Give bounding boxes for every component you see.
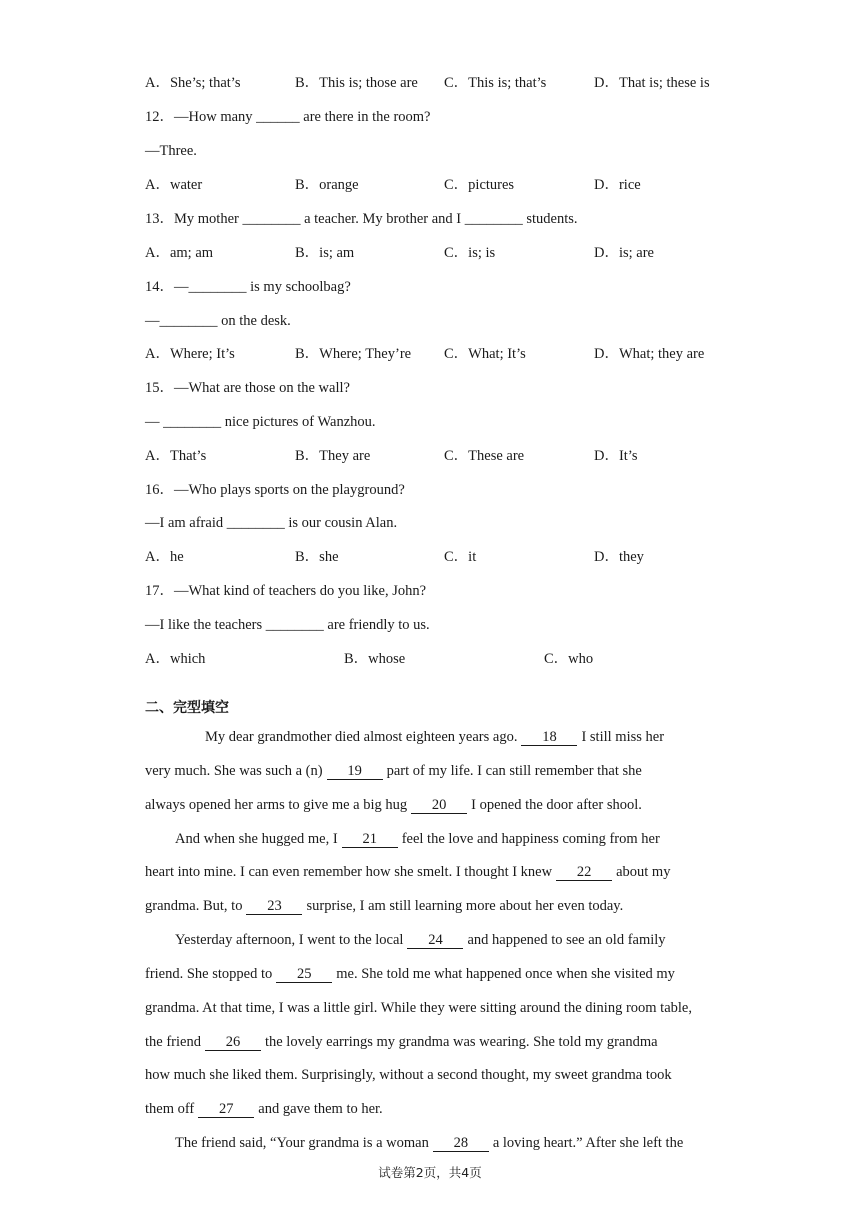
q15-answer-line: — ________ nice pictures of Wanzhou. — [145, 414, 376, 430]
q13-option-b: B．is; am — [295, 245, 355, 261]
cloze-line — [145, 796, 642, 814]
cloze-text: I still miss her — [581, 729, 665, 745]
cloze-text: the lovely earrings my grandma was wearing. She told my grandma — [264, 1034, 658, 1050]
cloze-blank-28[interactable]: 28 — [433, 1136, 489, 1152]
q12-option-d: D．rice — [594, 177, 641, 193]
cloze-blank-27[interactable]: 27 — [198, 1102, 254, 1118]
q16-option-b: B．she — [295, 549, 339, 565]
q17-option-a: A．which — [145, 651, 206, 667]
q12-option-a: A．water — [145, 177, 203, 193]
q14-option-b: B．Where; They’re — [295, 346, 412, 362]
q15-option-b: B．They are — [295, 448, 371, 464]
q14-option-c: C．What; It’s — [444, 346, 526, 362]
cloze-text: about my — [616, 864, 671, 880]
q11-option-c: C．This is; that’s — [444, 75, 547, 91]
cloze-line — [145, 999, 692, 1017]
cloze-line — [145, 1066, 672, 1084]
cloze-text: grandma. At that time, I was a little girl. While they were sitting around the dining room table, — [145, 1000, 692, 1016]
q16-option-d: D．they — [594, 549, 644, 565]
cloze-line — [145, 897, 623, 915]
q16-option-c: C．it — [444, 549, 477, 565]
q11-option-a: A．She’s; that’s — [145, 75, 241, 91]
q11-option-b: B．This is; those are — [295, 75, 418, 91]
q15-stem: 15．—What are those on the wall? — [145, 380, 350, 396]
cloze-text: always opened her arms to give me a big hug — [145, 797, 408, 813]
cloze-text: and happened to see an old family — [467, 932, 666, 948]
cloze-line — [145, 965, 675, 983]
cloze-line — [205, 728, 664, 746]
cloze-line — [175, 1134, 683, 1152]
cloze-text: grandma. But, to — [145, 898, 243, 914]
cloze-text: them off — [145, 1101, 195, 1117]
cloze-text: friend. She stopped to — [145, 966, 273, 982]
cloze-blank-26[interactable]: 26 — [205, 1035, 261, 1051]
cloze-blank-23[interactable]: 23 — [246, 899, 302, 915]
cloze-blank-19[interactable]: 19 — [327, 764, 383, 780]
cloze-text: feel the love and happiness coming from her — [401, 831, 660, 847]
q13-stem: 13．My mother ________ a teacher. My brother and I ________ students. — [145, 211, 578, 227]
q15-option-d: D．It’s — [594, 448, 638, 464]
cloze-blank-25[interactable]: 25 — [276, 967, 332, 983]
cloze-line — [175, 931, 666, 949]
cloze-blank-21[interactable]: 21 — [342, 832, 398, 848]
cloze-text: I opened the door after shool. — [471, 797, 642, 813]
q17-option-c: C．who — [544, 651, 594, 667]
cloze-line — [145, 762, 642, 780]
cloze-text: very much. She was such a (n) — [145, 763, 323, 779]
q14-stem: 14．—________ is my schoolbag? — [145, 279, 351, 295]
q12-option-c: C．pictures — [444, 177, 515, 193]
cloze-blank-22[interactable]: 22 — [556, 865, 612, 881]
cloze-text: how much she liked them. Surprisingly, without a second thought, my sweet grandma took — [145, 1067, 672, 1083]
cloze-text: part of my life. I can still remember that she — [386, 763, 642, 779]
q13-option-d: D．is; are — [594, 245, 654, 261]
cloze-text: And when she hugged me, I — [175, 831, 338, 847]
q17-stem: 17．—What kind of teachers do you like, John? — [145, 583, 427, 599]
page-footer: 试卷第2页，共4页 — [378, 1165, 482, 1180]
q17-option-b: B．whose — [344, 651, 406, 667]
cloze-text: heart into mine. I can even remember how she smelt. I thought I knew — [145, 864, 553, 880]
cloze-text: and gave them to her. — [258, 1101, 383, 1117]
cloze-blank-20[interactable]: 20 — [411, 798, 467, 814]
q16-answer-line: —I am afraid ________ is our cousin Alan. — [145, 515, 398, 531]
cloze-text: me. She told me what happened once when she visited my — [336, 966, 675, 982]
cloze-line — [145, 863, 670, 881]
cloze-text: a loving heart.” After she left the — [492, 1135, 684, 1151]
cloze-blank-24[interactable]: 24 — [407, 933, 463, 949]
q12-answer-line: —Three. — [145, 143, 197, 159]
q13-option-c: C．is; is — [444, 245, 496, 261]
cloze-text: surprise, I am still learning more about her even today. — [306, 898, 624, 914]
cloze-line — [145, 1100, 383, 1118]
cloze-text: The friend said, “Your grandma is a woman — [175, 1135, 429, 1151]
q14-option-a: A．Where; It’s — [145, 346, 235, 362]
q14-option-d: D．What; they are — [594, 346, 705, 362]
q12-stem: 12．—How many ______ are there in the room? — [145, 109, 431, 125]
q15-option-a: A．That’s — [145, 448, 207, 464]
section-heading: 二、完型填空 — [145, 700, 229, 716]
cloze-text: My dear grandmother died almost eighteen years ago. — [205, 729, 518, 745]
q16-option-a: A．he — [145, 549, 184, 565]
q12-option-b: B．orange — [295, 177, 359, 193]
q13-option-a: A．am; am — [145, 245, 214, 261]
cloze-text: the friend — [145, 1034, 201, 1050]
q16-stem: 16．—Who plays sports on the playground? — [145, 482, 405, 498]
cloze-line — [145, 1033, 658, 1051]
cloze-text: Yesterday afternoon, I went to the local — [175, 932, 404, 948]
cloze-line — [175, 830, 660, 848]
q14-answer-line: —________ on the desk. — [145, 313, 291, 329]
q15-option-c: C．These are — [444, 448, 525, 464]
q11-option-d: D．That is; these is — [594, 75, 710, 91]
q17-answer-line: —I like the teachers ________ are friendly to us. — [145, 617, 430, 633]
cloze-blank-18[interactable]: 18 — [521, 730, 577, 746]
